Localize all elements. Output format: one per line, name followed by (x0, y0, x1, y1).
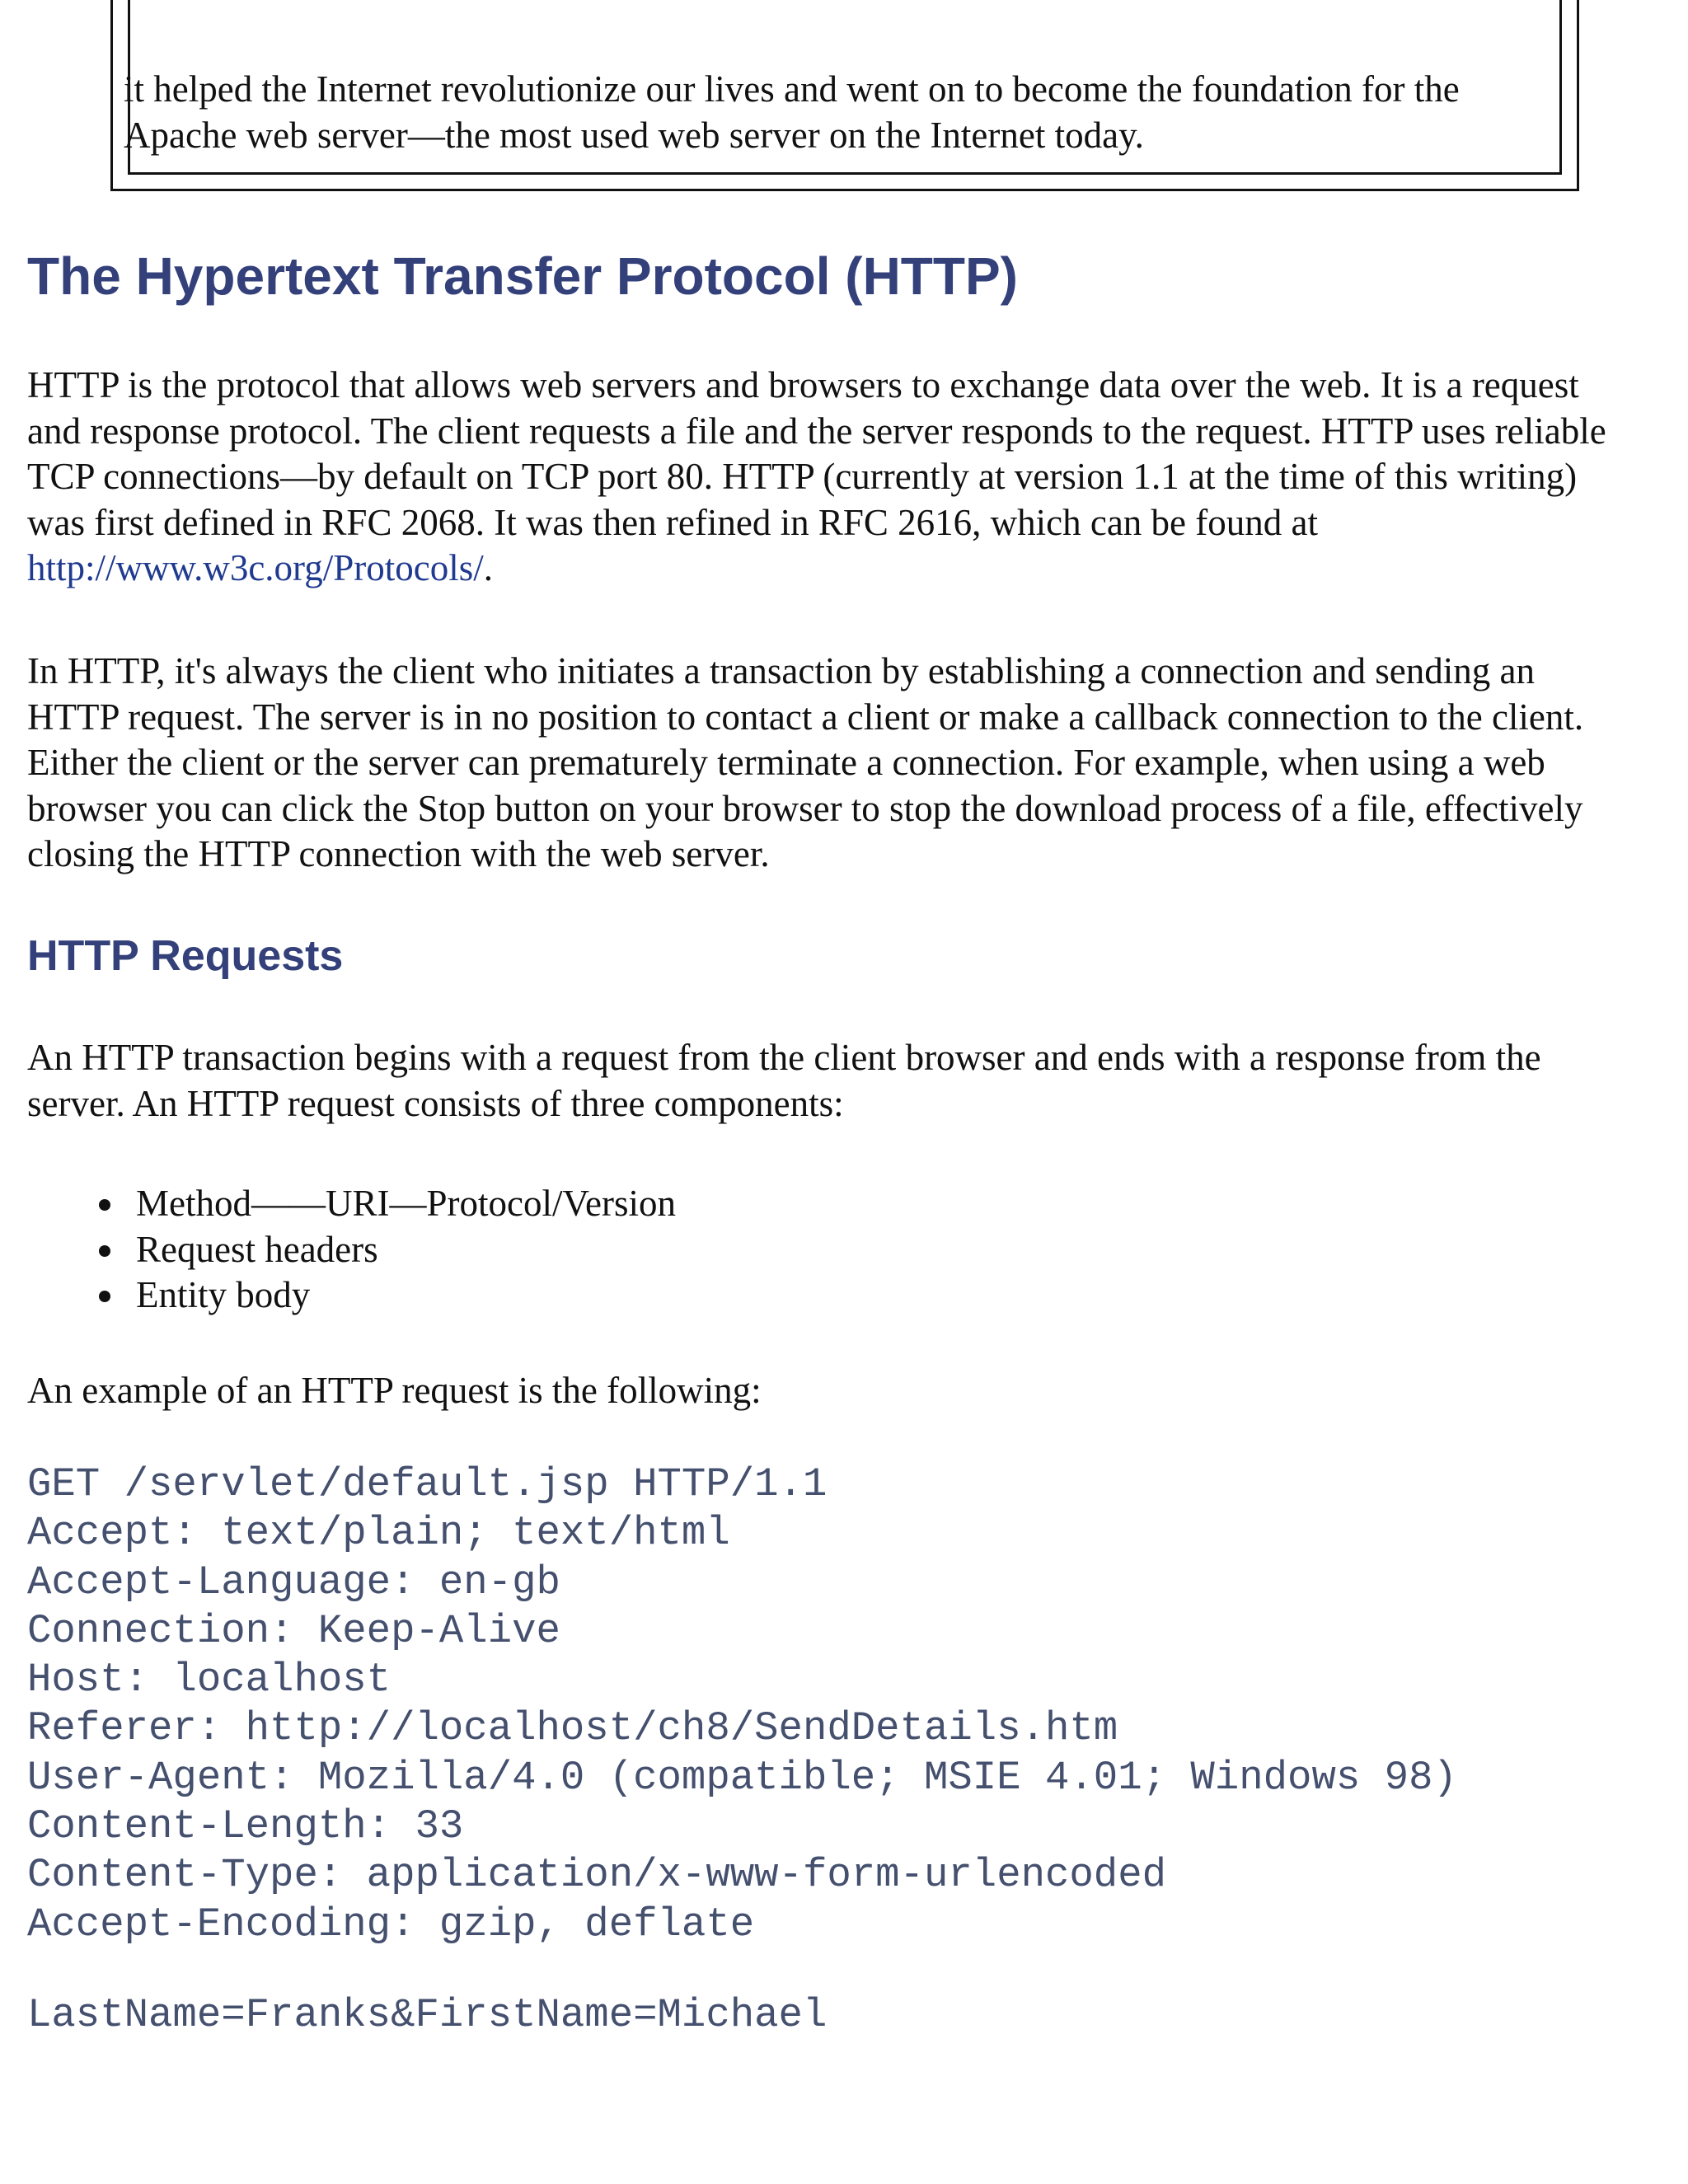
paragraph-line: HTTP is the protocol that allows web servers and browsers to exchange data over the web. It is a request (27, 364, 1579, 405)
list-item (82, 1227, 676, 1273)
section-title: The Hypertext Transfer Protocol (HTTP) (27, 246, 1018, 306)
subsection-title: HTTP Requests (27, 932, 344, 980)
w3c-protocols-link[interactable]: http://www.w3c.org/Protocols/ (27, 547, 484, 588)
list-item-label: Request headers (136, 1228, 378, 1270)
paragraph-line (27, 546, 1667, 592)
code-line: Content-Length: 33 (27, 1803, 464, 1850)
paragraph-line: server. An HTTP request consists of three components: (27, 1082, 844, 1124)
code-line: Accept-Encoding: gzip, deflate (27, 1900, 755, 1947)
sidebar-text (124, 66, 1541, 158)
link-suffix: . (483, 547, 493, 588)
list-item-label: Entity body (136, 1274, 311, 1315)
code-line: Content-Type: application/x-www-form-urlencoded (27, 1852, 1167, 1899)
http-request-code-block (27, 1460, 1457, 1949)
example-intro (27, 1368, 1667, 1414)
client-initiates-paragraph (27, 649, 1667, 878)
paragraph-line: HTTP request. The server is in no position to contact a client or make a callback connection to the client. (27, 696, 1584, 738)
paragraph-line: closing the HTTP connection with the web server. (27, 833, 770, 874)
requests-paragraph (27, 1035, 1667, 1127)
code-line: Accept: text/plain; text/html (27, 1510, 730, 1557)
paragraph-line: In HTTP, it's always the client who initiates a transaction by establishing a connection and sending an (27, 650, 1535, 691)
sidebar-line: it helped the Internet revolutionize our lives and went on to become the foundation for the (124, 68, 1460, 110)
paragraph-line: An HTTP transaction begins with a request from the client browser and ends with a response from the (27, 1037, 1541, 1078)
components-list (82, 1181, 676, 1319)
code-line: Connection: Keep-Alive (27, 1607, 560, 1654)
code-line: GET /servlet/default.jsp HTTP/1.1 (27, 1461, 828, 1507)
paragraph-line: An example of an HTTP request is the following: (27, 1370, 762, 1411)
bullet-icon (99, 1199, 110, 1211)
paragraph-line: TCP connections—by default on TCP port 80. HTTP (currently at version 1.1 at the time of this writing) (27, 456, 1578, 497)
http-request-body (27, 1991, 827, 2040)
list-item (82, 1181, 676, 1227)
paragraph-line: and response protocol. The client requests a file and the server responds to the request. HTTP uses reliable (27, 410, 1606, 452)
code-line: Host: localhost (27, 1657, 392, 1704)
paragraph-line: browser you can click the Stop button on your browser to stop the download process of a file, effectively (27, 787, 1583, 829)
code-line: Accept-Language: en-gb (27, 1558, 560, 1605)
list-item-label: Method——URI—Protocol/Version (136, 1183, 676, 1224)
paragraph-line: was first defined in RFC 2068. It was then refined in RFC 2616, which can be found at (27, 501, 1318, 543)
paragraph-line: Either the client or the server can prematurely terminate a connection. For example, when using a web (27, 742, 1545, 783)
intro-paragraph (27, 363, 1667, 592)
sidebar-line: Apache web server—the most used web server on the Internet today. (124, 115, 1144, 156)
code-line: User-Agent: Mozilla/4.0 (compatible; MSIE 4.01; Windows 98) (27, 1754, 1457, 1801)
code-line: LastName=Franks&FirstName=Michael (27, 1992, 828, 2038)
bullet-icon (99, 1291, 110, 1302)
bullet-icon (99, 1245, 110, 1257)
code-line: Referer: http://localhost/ch8/SendDetails.htm (27, 1705, 1118, 1752)
list-item (82, 1272, 676, 1319)
